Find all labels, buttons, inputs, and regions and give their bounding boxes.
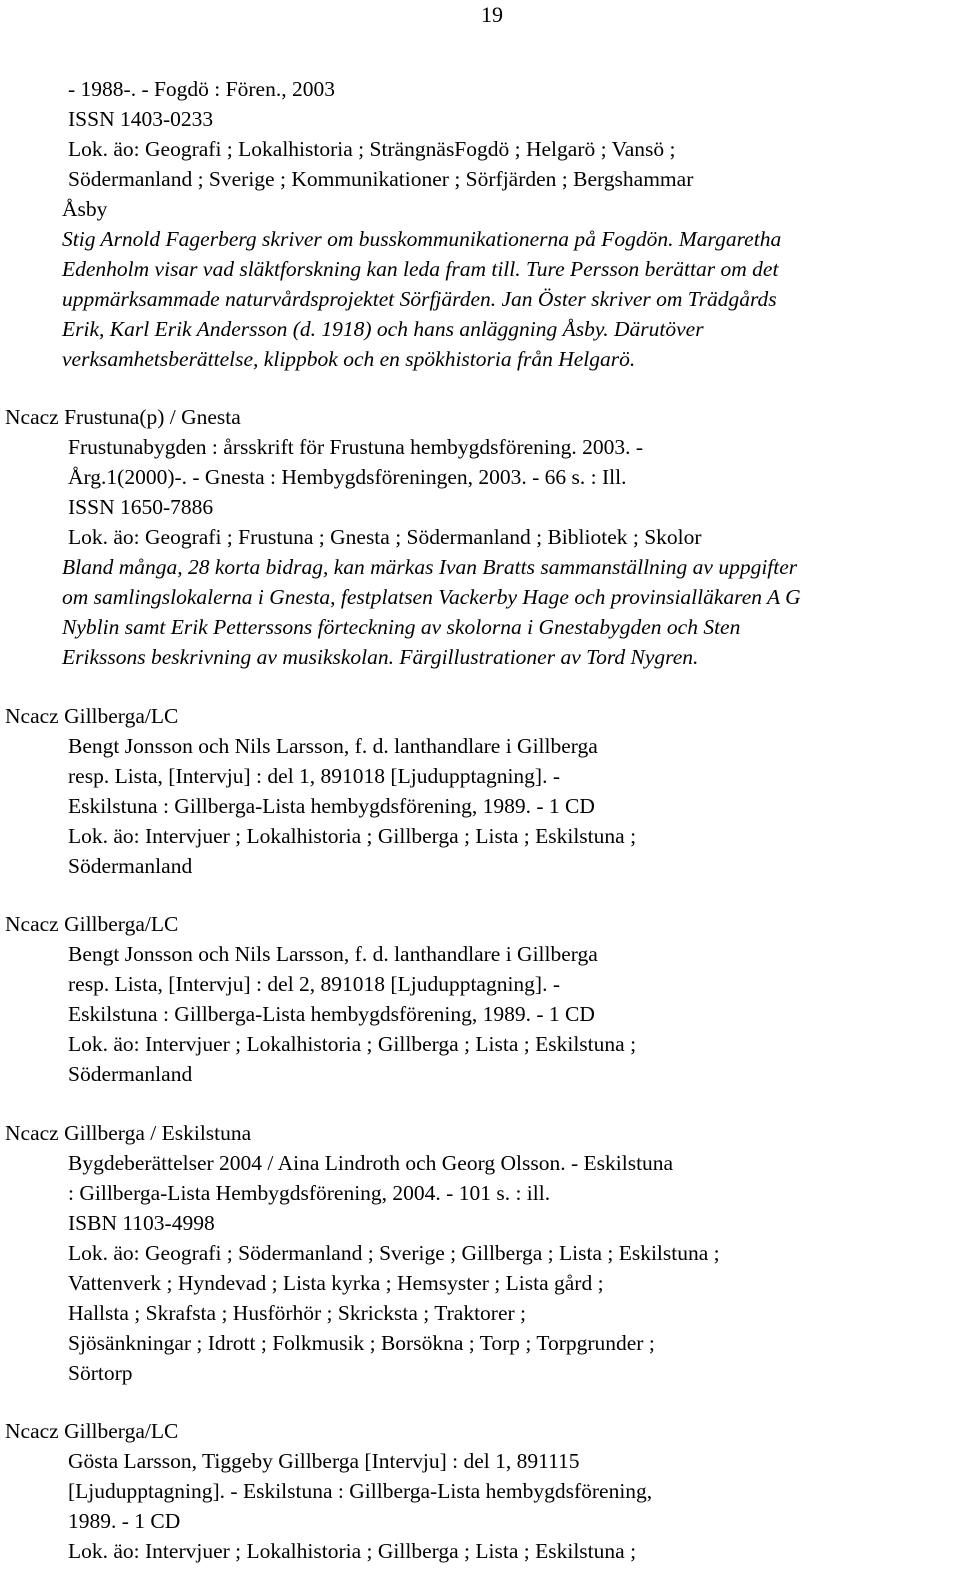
catalog-line: Lok. äo: Intervjuer ; Lokalhistoria ; Gillberga ; Lista ; Eskilstuna ; — [68, 1539, 637, 1563]
summary-line: Edenholm visar vad släktforskning kan leda fram till. Ture Persson berättar om det — [62, 257, 779, 281]
shelf-mark: Ncacz Gillberga/LC — [5, 1419, 179, 1443]
shelf-mark: Ncacz Gillberga/LC — [5, 912, 179, 936]
catalog-line: Hallsta ; Skrafsta ; Husförhör ; Skricksta ; Traktorer ; — [68, 1301, 527, 1325]
catalog-line: resp. Lista, [Intervju] : del 1, 891018 [Ljudupptagning]. - — [68, 764, 561, 788]
catalog-line: ISSN 1650-7886 — [68, 495, 214, 519]
catalog-line: [Ljudupptagning]. - Eskilstuna : Gillberga-Lista hembygdsförening, — [68, 1479, 653, 1503]
catalog-line: Södermanland ; Sverige ; Kommunikationer ; Sörfjärden ; Bergshammar — [68, 167, 694, 191]
catalog-line: Lok. äo: Intervjuer ; Lokalhistoria ; Gillberga ; Lista ; Eskilstuna ; — [68, 1032, 637, 1056]
catalog-line: Gösta Larsson, Tiggeby Gillberga [Intervju] : del 1, 891115 — [68, 1449, 580, 1473]
summary-line: Erik, Karl Erik Andersson (d. 1918) och hans anläggning Åsby. Därutöver — [62, 317, 704, 341]
catalog-line: Åsby — [62, 197, 108, 221]
catalog-line: Lok. äo: Geografi ; Lokalhistoria ; SträngnäsFogdö ; Helgarö ; Vansö ; — [68, 137, 676, 161]
summary-line: Stig Arnold Fagerberg skriver om busskommunikationerna på Fogdön. Margaretha — [62, 227, 782, 251]
catalog-line: : Gillberga-Lista Hembygdsförening, 2004. - 101 s. : ill. — [68, 1181, 551, 1205]
shelf-mark: Ncacz Gillberga / Eskilstuna — [5, 1121, 252, 1145]
catalog-line: ISBN 1103-4998 — [68, 1211, 215, 1235]
catalog-line: - 1988-. - Fogdö : Fören., 2003 — [68, 77, 335, 101]
catalog-line: Södermanland — [68, 854, 193, 878]
catalog-line: Sjösänkningar ; Idrott ; Folkmusik ; Borsökna ; Torp ; Torpgrunder ; — [68, 1331, 655, 1355]
catalog-line: ISSN 1403-0233 — [68, 107, 214, 131]
catalog-line: Lok. äo: Intervjuer ; Lokalhistoria ; Gillberga ; Lista ; Eskilstuna ; — [68, 824, 637, 848]
summary-line: Bland många, 28 korta bidrag, kan märkas Ivan Bratts sammanställning av uppgifter — [62, 555, 798, 579]
summary-line: uppmärksammade naturvårdsprojektet Sörfjärden. Jan Öster skriver om Trädgårds — [62, 287, 777, 311]
catalog-line: Lok. äo: Geografi ; Frustuna ; Gnesta ; Södermanland ; Bibliotek ; Skolor — [68, 525, 702, 549]
summary-line: verksamhetsberättelse, klippbok och en spökhistoria från Helgarö. — [62, 347, 636, 371]
catalog-line: Bygdeberättelser 2004 / Aina Lindroth och Georg Olsson. - Eskilstuna — [68, 1151, 674, 1175]
catalog-line: Eskilstuna : Gillberga-Lista hembygdsförening, 1989. - 1 CD — [68, 1002, 595, 1026]
catalog-line: Lok. äo: Geografi ; Södermanland ; Sverige ; Gillberga ; Lista ; Eskilstuna ; — [68, 1241, 720, 1265]
catalog-line: Eskilstuna : Gillberga-Lista hembygdsförening, 1989. - 1 CD — [68, 794, 595, 818]
catalog-line: Årg.1(2000)-. - Gnesta : Hembygdsföreningen, 2003. - 66 s. : Ill. — [68, 465, 627, 489]
catalog-line: Sörtorp — [68, 1361, 133, 1385]
catalog-line: Bengt Jonsson och Nils Larsson, f. d. lanthandlare i Gillberga — [68, 942, 598, 966]
page-number: 19 — [481, 2, 503, 27]
summary-line: Erikssons beskrivning av musikskolan. Färgillustrationer av Tord Nygren. — [62, 645, 699, 669]
catalog-line: Vattenverk ; Hyndevad ; Lista kyrka ; Hemsyster ; Lista gård ; — [68, 1271, 604, 1295]
catalog-line: resp. Lista, [Intervju] : del 2, 891018 [Ljudupptagning]. - — [68, 972, 561, 996]
summary-line: om samlingslokalerna i Gnesta, festplatsen Vackerby Hage och provinsialläkaren A G — [62, 585, 801, 609]
catalog-line: Bengt Jonsson och Nils Larsson, f. d. lanthandlare i Gillberga — [68, 734, 598, 758]
catalog-line: Södermanland — [68, 1062, 193, 1086]
catalog-line: Frustunabygden : årsskrift för Frustuna hembygdsförening. 2003. - — [68, 435, 644, 459]
shelf-mark: Ncacz Gillberga/LC — [5, 704, 179, 728]
shelf-mark: Ncacz Frustuna(p) / Gnesta — [5, 405, 241, 429]
summary-line: Nyblin samt Erik Petterssons förteckning av skolorna i Gnestabygden och Sten — [62, 615, 741, 639]
catalog-line: 1989. - 1 CD — [68, 1509, 181, 1533]
